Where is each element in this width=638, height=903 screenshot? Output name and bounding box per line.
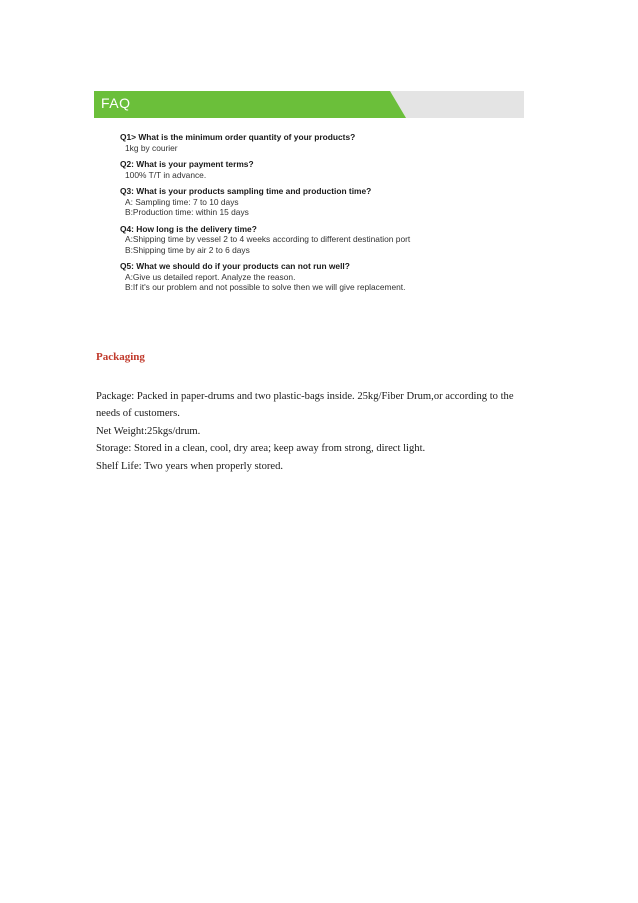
package-line-2: needs of customers.	[96, 408, 180, 420]
faq-answer: A:Shipping time by vessel 2 to 4 weeks according to different destination port	[125, 234, 411, 244]
faq-question: Q3: What is your products sampling time and production time?	[120, 186, 372, 196]
shelf-life-line: Shelf Life: Two years when properly stored.	[96, 460, 284, 472]
faq-question: Q4: How long is the delivery time?	[120, 223, 257, 234]
faq-item-q2	[120, 159, 520, 180]
storage-line: Storage: Stored in a clean, cool, dry area; keep away from strong, direct light.	[96, 443, 426, 455]
faq-answer: 1kg by courier	[125, 142, 178, 153]
packaging-heading: Packaging	[96, 351, 145, 363]
faq-list	[120, 132, 520, 299]
faq-answer: 100% T/T in advance.	[125, 169, 207, 180]
faq-answer: B:If it's our problem and not possible to solve then we will give replacement.	[125, 282, 406, 292]
package-line-1: Package: Packed in paper-drums and two plastic-bags inside. 25kg/Fiber Drum,or according to the	[96, 391, 514, 402]
faq-item-q4	[120, 224, 520, 256]
faq-answer: A: Sampling time: 7 to 10 days	[125, 196, 239, 207]
net-weight-line: Net Weight:25kgs/drum.	[96, 425, 201, 437]
faq-title: FAQ	[101, 95, 131, 111]
packaging-details	[96, 388, 546, 475]
faq-answer: A:Give us detailed report. Analyze the reason.	[125, 271, 296, 282]
faq-item-q1	[120, 132, 520, 153]
faq-answer: B:Shipping time by air 2 to 6 days	[125, 244, 250, 255]
faq-question: Q1> What is the minimum order quantity of your products?	[120, 132, 356, 142]
faq-question: Q2: What is your payment terms?	[120, 159, 254, 169]
faq-image	[94, 91, 524, 331]
faq-item-q3	[120, 186, 520, 218]
faq-banner	[94, 91, 524, 118]
faq-item-q5	[120, 261, 520, 293]
faq-question: Q5: What we should do if your products can not run well?	[120, 261, 350, 271]
faq-answer: B:Production time: within 15 days	[125, 207, 249, 217]
